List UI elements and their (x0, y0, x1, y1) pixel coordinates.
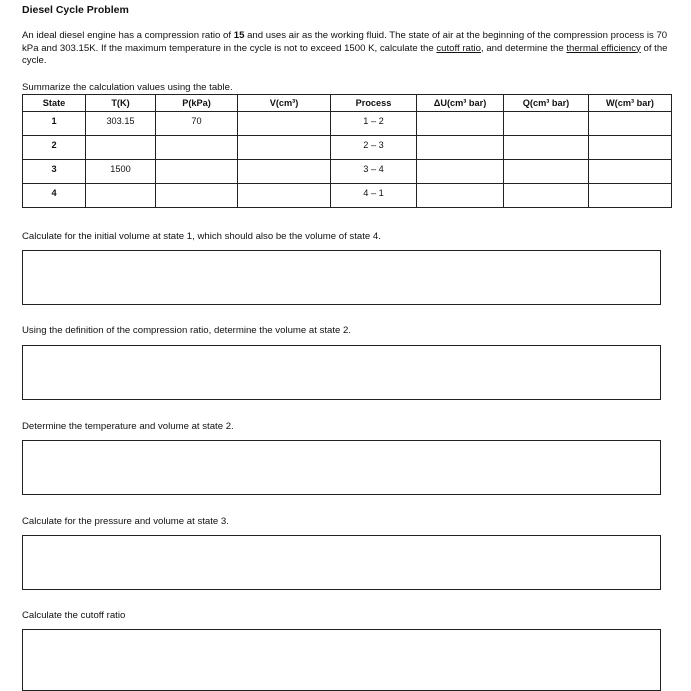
compression-ratio-value: 15 (233, 30, 245, 41)
table-row (23, 184, 672, 208)
cell-delta-u[interactable] (417, 112, 504, 136)
cutoff-ratio-link: cutoff ratio (436, 42, 481, 54)
table-caption: Summarize the calculation values using the table. (22, 82, 233, 93)
problem-statement: An ideal diesel engine has a compression ratio of 15 and uses air as the working fluid. The state of air at the beginning of the compression process is 70 kPa and 303.15K. If the maximum temperature in the cycle is not to exceed 1500 K, calculate the cutoff ratio, and determine the thermal efficiency of the cycle. (22, 30, 668, 66)
header-delta-u: ΔU(cm³ bar) (417, 95, 504, 112)
cell-temperature[interactable]: 1500 (86, 160, 156, 184)
question-volume-state-2: Using the definition of the compression ratio, determine the volume at state 2. (22, 325, 352, 336)
cell-work[interactable] (589, 184, 672, 208)
cell-volume[interactable] (238, 136, 331, 160)
header-temperature: T(K) (86, 95, 156, 112)
answer-box-temperature-state-2[interactable] (22, 440, 661, 495)
answer-box-volume-state-1[interactable] (22, 250, 661, 305)
question-volume-state-1: Calculate for the initial volume at state 1, which should also be the volume of state 4. (22, 231, 381, 242)
table-header-row (23, 95, 672, 112)
cell-process: 4 – 1 (331, 184, 417, 208)
thermal-efficiency-link: thermal efficiency (566, 42, 641, 54)
cell-pressure[interactable] (156, 160, 238, 184)
cell-work[interactable] (589, 136, 672, 160)
cell-delta-u[interactable] (417, 160, 504, 184)
table-row (23, 136, 672, 160)
cell-state: 4 (23, 184, 86, 208)
cell-process: 1 – 2 (331, 112, 417, 136)
page-title: Diesel Cycle Problem (22, 4, 129, 16)
cell-volume[interactable] (238, 184, 331, 208)
cell-pressure[interactable] (156, 136, 238, 160)
cell-pressure[interactable] (156, 184, 238, 208)
cell-volume[interactable] (238, 160, 331, 184)
cell-heat[interactable] (504, 184, 589, 208)
header-state: State (23, 95, 86, 112)
answer-box-pressure-state-3[interactable] (22, 535, 661, 590)
question-pressure-state-3: Calculate for the pressure and volume at state 3. (22, 516, 229, 527)
header-volume: V(cm³) (238, 95, 331, 112)
cell-delta-u[interactable] (417, 184, 504, 208)
cell-temperature[interactable] (86, 136, 156, 160)
cell-temperature[interactable] (86, 184, 156, 208)
answer-box-cutoff-ratio[interactable] (22, 629, 661, 691)
cell-work[interactable] (589, 160, 672, 184)
cell-pressure[interactable]: 70 (156, 112, 238, 136)
cell-delta-u[interactable] (417, 136, 504, 160)
cell-heat[interactable] (504, 112, 589, 136)
cell-process: 2 – 3 (331, 136, 417, 160)
summary-table (22, 94, 672, 208)
answer-box-volume-state-2[interactable] (22, 345, 661, 400)
question-temperature-state-2: Determine the temperature and volume at state 2. (22, 421, 234, 432)
cell-state: 2 (23, 136, 86, 160)
cell-temperature[interactable]: 303.15 (86, 112, 156, 136)
header-heat: Q(cm³ bar) (504, 95, 589, 112)
cell-state: 1 (23, 112, 86, 136)
cell-volume[interactable] (238, 112, 331, 136)
table-row (23, 112, 672, 136)
question-cutoff-ratio: Calculate the cutoff ratio (22, 610, 126, 621)
cell-heat[interactable] (504, 136, 589, 160)
table-row (23, 160, 672, 184)
cell-process: 3 – 4 (331, 160, 417, 184)
header-work: W(cm³ bar) (589, 95, 672, 112)
header-pressure: P(kPa) (156, 95, 238, 112)
cell-work[interactable] (589, 112, 672, 136)
cell-state: 3 (23, 160, 86, 184)
header-process: Process (331, 95, 417, 112)
cell-heat[interactable] (504, 160, 589, 184)
